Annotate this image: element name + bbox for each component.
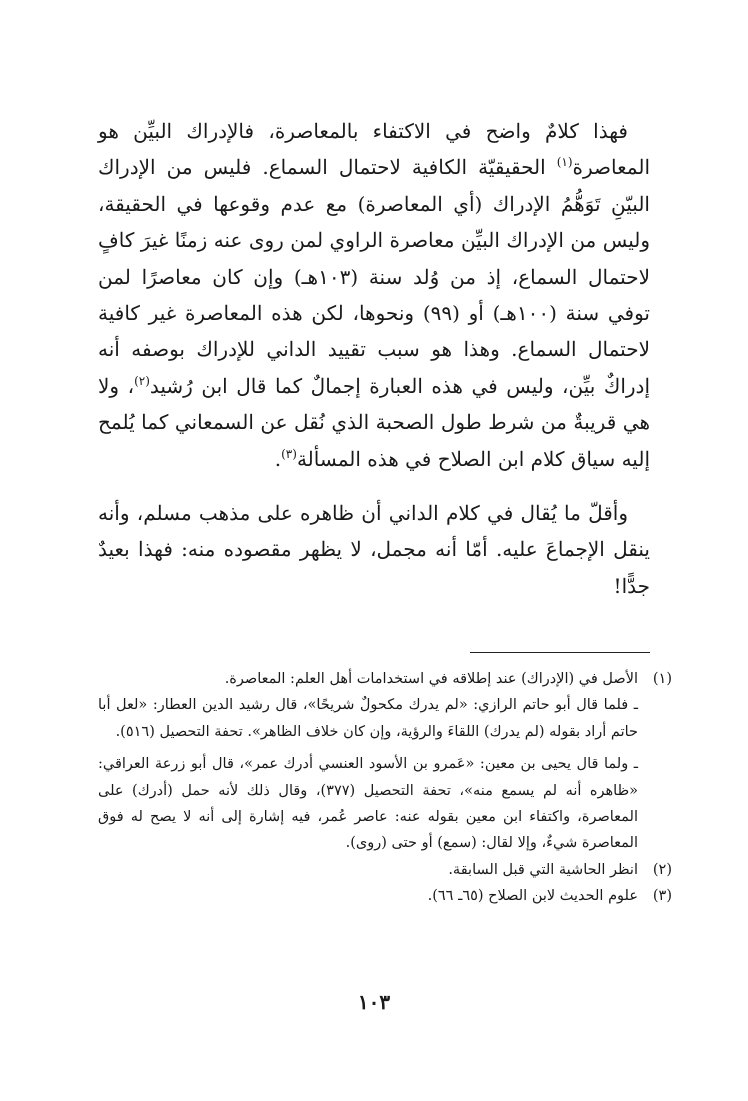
- footnote-body: [98, 857, 638, 883]
- footnote-body: [98, 666, 638, 857]
- footnote-line: ـ ولما قال يحيى بن معين: «عَمرو بن الأسود العنسي أدرك عمر»، قال أبو زرعة العراقي: «ظاهره أنه لم يسمع منه»، تحفة التحصيل (٣٧٧)، وقال ذلك لأنه حمل (أدرك) على المعاصرة، واكتفاء ابن معين بقوله عنه: عاصر عُمر، فيه إشارة إلى أنه لا يصح له فوق المعاصرة شيءٌ، وإلا لقال: (سمع) أو حتى (روى).: [98, 756, 639, 852]
- footnotes: [98, 666, 672, 910]
- footnote-divider: [470, 652, 650, 653]
- paragraph-text: فهذا كلامٌ واضح في الاكتفاء بالمعاصرة، فالإدراك البيِّن هو المعاصرة: [98, 119, 650, 180]
- paragraph-text: الحقيقيّة الكافية لاحتمال السماع. فليس من الإدراك البيّنِ تَوَهُّمُ الإدراك (أي المعاصرة) مع عدم وقوعها في الحقيقة، وليس من الإدراك البيِّن معاصرة الراوي لمن روى عنه زمنًا غيرَ كافٍ لاحتمال السماع، إذ من وُلد سنة (١٠٣هـ) وإن كان معاصرًا لمن توفي سنة (١٠٠هـ) أو (٩٩) ونحوها، لكن هذه المعاصرة غير كافية لاحتمال السماع. وهذا هو سبب تقييد الداني للإدراك بوصفه أنه إدراكٌ بيِّن، وليس في هذه العبارة إجمالٌ كما قال ابن رُشيد: [98, 155, 650, 398]
- footnote-marker[interactable]: (٢): [134, 373, 150, 388]
- footnote-number: (١): [652, 671, 672, 687]
- footnote-line: علوم الحديث لابن الصلاح (٦٥ـ ٦٦).: [427, 888, 638, 905]
- footnote-number: (٣): [652, 888, 672, 905]
- paragraph: وأقلّ ما يُقال في كلام الداني أن ظاهره على مذهب مسلم، وأنه ينقل الإجماعَ عليه. أمّا أنه مجمل، لا يظهر مقصوده منه: فهذا بعيدٌ جدًّا!: [98, 501, 650, 598]
- paragraph: [98, 113, 650, 477]
- footnote-number: (٢): [652, 861, 672, 878]
- page-number: ١٠٣: [357, 990, 391, 1014]
- footnote-line: الأصل في (الإدراك) عند إطلاقه في استخدامات أهل العلم: المعاصرة.: [224, 671, 638, 687]
- footnote-item: [98, 666, 672, 857]
- footnote-line: انظر الحاشية التي قبل السابقة.: [448, 861, 638, 878]
- paragraph-text: ، ولا هي قريبةٌ من شرط طول الصحبة الذي نُقل عن السمعاني كما يُلمح إليه سياق كلام ابن الصلاح في هذه المسألة: [98, 373, 650, 471]
- main-text: [98, 113, 650, 604]
- footnote-marker[interactable]: (١): [556, 155, 573, 170]
- footnote-marker[interactable]: (٣): [281, 446, 297, 461]
- footnote-line: ـ فلما قال أبو حاتم الرازي: «لم يدرك مكحولٌ شريحًا»، قال رشيد الدين العطار: «لعل أبا حاتم أراد بقوله (لم يدرك) اللقاءَ والرؤية، وإن كان خلاف الظاهر». تحفة التحصيل (٥١٦).: [98, 697, 638, 740]
- paragraph-text: .: [274, 446, 282, 471]
- footnote-body: [98, 883, 638, 909]
- footnote-item: [98, 857, 672, 883]
- footnote-item: [98, 883, 672, 909]
